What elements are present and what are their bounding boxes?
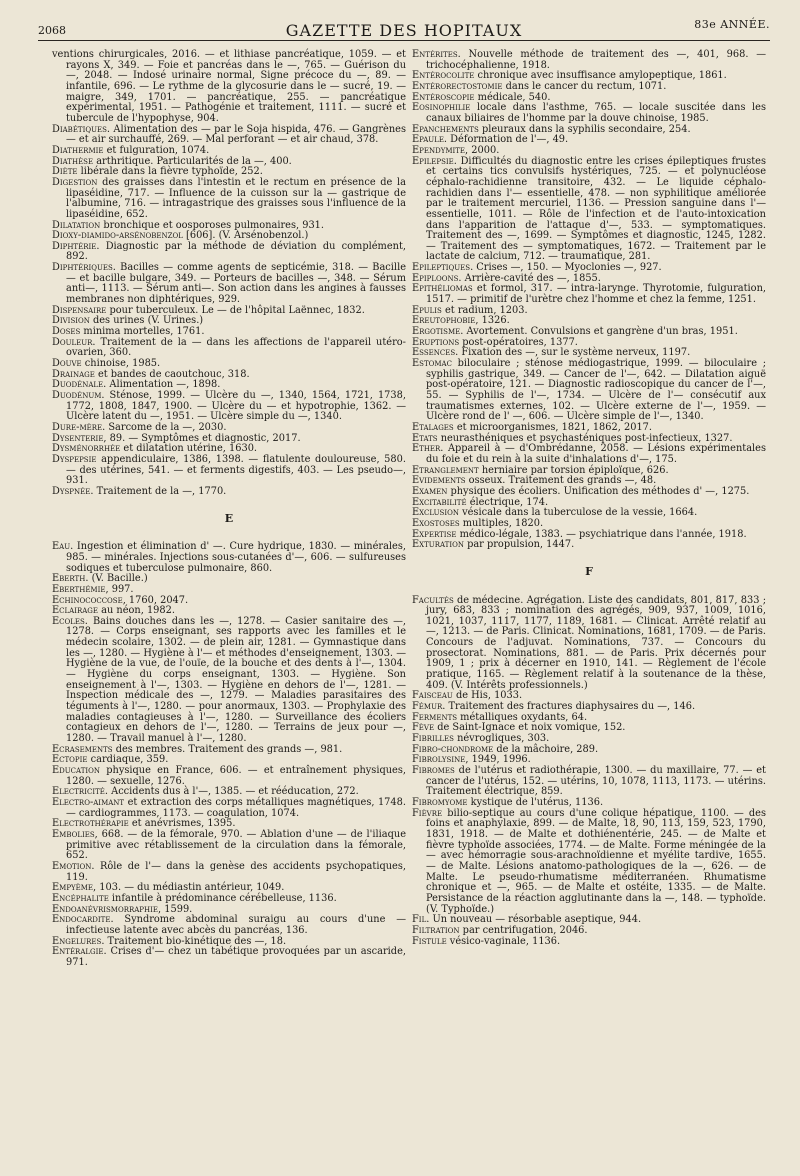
index-text: de l'utérus et radiothérapie, 1300. — du maxillaire, 77. — et cancer de l'utérus, 152. — utérins, 10, 1078, 1113, 1173. — utérins. Traitement électrique, 859. — [426, 765, 766, 798]
index-entry — [52, 830, 406, 862]
index-term: Ependymite, — [412, 144, 469, 156]
index-text: physique des écoliers. Unification des méthodes d' —, 1275. — [447, 485, 750, 497]
index-text: et bandes de caoutchouc, 318. — [94, 368, 250, 380]
index-text: vésicale dans la tuberculose de la vessie, 1664. — [458, 507, 698, 519]
index-term: Empyème, — [52, 882, 97, 894]
index-text: Traitement des fractures diaphysaires du —, 146. — [445, 701, 696, 713]
index-text: Syndrome abdominal suraigu au cours d'une — infectieuse latente avec abcès du pancréas, 136. — [66, 914, 406, 936]
index-entry — [52, 263, 406, 306]
index-term: Epilepsie. — [412, 155, 457, 167]
index-term: Doses — [52, 326, 81, 338]
index-term: Ether. — [412, 443, 444, 455]
index-text: Traitement de la —, 1770. — [93, 485, 227, 497]
index-text: de médecine. Agrégation. Liste des candidats, 801, 817, 833 ; jury, 683, 833 ; nomination des agrégés, 909, 937, 1009, 1016, 1021, 1037, 1117, 1177, 1189, 1681. — Clinicat. Arrêté relatif au —, 1213. — de Paris. Clinicat. Nominations, 1681, 1709. — de Paris. Concours de l'adjuvat. Nominations, 737. — Concours du prosectorat. Nominations, 881. — de Paris. Prix décernés pour 1909, 1 ; prix à décerner en 1910, 141. — Règlement de l'école pratique, 1165. — Règlement relatif à la soutenance de la thèse, 409. (V. Intérêts professionnels.) — [426, 594, 766, 691]
index-term: Dyspepsie — [52, 453, 97, 465]
index-entry — [412, 103, 766, 124]
index-text: appendiculaire, 1386, 1398. — flatulente douloureuse, 580. — des utérines, 541. — et ferments digestifs, 403. — Les pseudo—, 931. — [66, 453, 406, 487]
index-text: libérale dans la fièvre typhoïde, 252. — [77, 166, 263, 178]
index-term: Fémur. — [412, 701, 446, 713]
index-entry — [52, 487, 406, 498]
index-text: par centrifugation, 2046. — [459, 924, 588, 936]
page-number: 2068 — [38, 24, 66, 37]
index-list — [412, 50, 766, 551]
index-text: médico-légale, 1383. — psychiatrique dans l'année, 1918. — [456, 528, 747, 540]
index-text: osseux. Traitement des grands —, 48. — [465, 475, 657, 487]
index-text: 1599. — [161, 903, 193, 915]
index-text: physique en France, 606. — et entraînement physiques, 1280. — sexuelle, 1276. — [66, 765, 406, 787]
index-term: Fibrolysine, — [412, 754, 469, 766]
index-entry — [412, 809, 766, 916]
index-term: Entéroscopie — [412, 91, 475, 103]
index-text: bilio-septique au cours d'une colique hépatique, 1100. — des foins et anaphylaxie, 899. — de Malte, 18, 90, 113, 159, 523, 1790, 1831, 1918. — de Malte et dothiénentérie, 245. — de Malte et fièvre typhoïde associées, 1774. — de Malte. Forme méningée de la — avec hémorragie sous-arachnoïdienne et myélite tardive, 1655. — de Malte. Lésions anatomo-pathologiques de la —, 626. — de Malte. Le pseudo-rhumatisme méditerranéen. Rhumatisme chronique et —, 965. — de Malte et ostéite, 1335. — de Malte. Persistance de la réaction agglutinante dans la —, 148. — typhoïde. (V. Typhoïde.) — [426, 807, 766, 915]
index-text: des membres. Traitement des grands —, 981. — [112, 743, 343, 755]
index-term: Endoanévrismorraphie, — [52, 903, 162, 915]
index-text: Arrière-cavité des —, 1855. — [461, 272, 601, 284]
index-term: Epaule. — [412, 134, 448, 146]
index-term: Eberthémie, — [52, 583, 109, 595]
index-term: Ferments — [412, 711, 458, 723]
index-entry — [412, 766, 766, 798]
index-text: Sténose, 1999. — Ulcère du —, 1340, 1564, 1721, 1738, 1772, 1808, 1847, 1900. — Ulcère du — et hypotrophie, 1362. — Ulcère latent du —, 1951. — Ulcère simple du —, 1340. — [66, 390, 406, 423]
index-text: de la mâchoire, 289. — [493, 743, 599, 755]
index-text: 103. — du médiastin antérieur, 1049. — [96, 882, 285, 894]
index-text: des urines (V. Urines.) — [89, 315, 204, 327]
index-text: vésico-vaginale, 1136. — [446, 935, 561, 947]
index-text: Ingestion et élimination d' —. Cure hydrique, 1830. — minérales, 985. — minérales. Injections sous-cutanées d'—, 606. — sulfureuses sodiques et tuberculose pulmonaire, 860. — [66, 541, 406, 574]
index-text: pleuraux dans la syphilis secondaire, 254. — [478, 123, 691, 135]
index-entry — [52, 915, 406, 936]
index-text: Nouvelle méthode de traitement des —, 401, 968. — trichocéphalienne, 1918. — [426, 49, 766, 71]
index-text: Bains douches dans les —, 1278. — Casier sanitaire des —, 1278. — Corps enseignant, ses rapports avec les familles et le médecin scolaire, 1302. — de plein air, 1281. — Gymnastique dans les —, 1280. — Hygiène à l'— et méthodes d'enseignement, 1303. — Hygiène de la vue, de l'ouïe, de la bouche et des dents à l'—, 1304. — Hygiène du corps enseignant, 1303. — Hygiène. Son enseignement à l'—, 1303. — Hygiène en dehors de l'—, 1281. — Inspection médicale des —, 1279. — Maladies parasitaires des téguments à l'—, 1280. — pour anormaux, 1303. — Prophylaxie des maladies contagieuses à l'—, 1280. — Surveillance des écoliers contagieux en dehors de l'—, 1280. — Terrains de jeux pour —, 1280. — Travail manuel à l'—, 1280. — [66, 615, 406, 745]
index-text: Crises —, 150. — Myoclonies —, 927. — [473, 262, 662, 274]
index-text: neurasthéniques et psychasténiques post-infectieux, 1327. — [437, 432, 733, 444]
index-text: locale dans l'asthme, 765. — locale suscitée dans les canaux biliaires de l'homme par la douve chinoise, 1985. — [426, 102, 766, 124]
index-term: Ecoles. — [52, 615, 88, 627]
index-term: Dyspnée. — [52, 485, 94, 497]
index-text: Traitement de la — dans les affections de l'appareil utéro-ovarien, 360. — [66, 336, 406, 359]
index-text: Avortement. Convulsions et gangrène d'un bras, 1951. — [463, 326, 738, 338]
index-term: Fibromyome — [412, 796, 468, 808]
index-text: au néon, 1982. — [98, 605, 175, 617]
index-text: 2000. — [468, 144, 500, 156]
index-text: Fixation des —, sur le système nerveux, 1197. — [458, 347, 691, 359]
volume-year: 83e ANNÉE. — [694, 18, 770, 31]
index-text: minima mortelles, 1761. — [80, 326, 205, 338]
index-term: Douleur. — [52, 336, 96, 348]
index-term: Ectopie — [52, 754, 88, 766]
journal-title: GAZETTE DES HOPITAUX — [285, 21, 523, 40]
index-text: et formol, 317. — intra-larynge. Thyrotomie, fulguration, 1517. — primitif de l'urètre chez l'homme et chez la femme, 1251. — [426, 283, 766, 306]
index-entry — [412, 359, 766, 423]
index-text: kystique de l'utérus, 1136. — [467, 796, 604, 808]
index-term: Excitabilité — [412, 496, 467, 508]
index-term: Expertise — [412, 528, 457, 540]
index-term: Ereutophobie, — [412, 315, 479, 327]
index-text: Alimentation des — par le Soja hispida, 476. — Gangrènes — et air surchauffé, 269. — Mal perforant — et air chaud, 378. — [66, 123, 406, 146]
index-term: Essences. — [412, 347, 459, 359]
index-term: Electricité. — [52, 786, 108, 798]
index-text: de His, 1033. — [452, 690, 523, 702]
index-text: et radium, 1203. — [441, 304, 528, 316]
index-term: Dilatation — [52, 219, 101, 231]
index-term: Emotion. — [52, 860, 95, 872]
index-text: Diagnostic par la méthode de déviation du complément, 892. — [66, 240, 406, 263]
index-term: Fibromes — [412, 765, 455, 776]
index-term: Diabétiques. — [52, 123, 111, 135]
index-term: Drainage — [52, 368, 95, 380]
index-text: Un nouveau — résorbable aseptique, 944. — [429, 914, 642, 926]
index-entry — [52, 178, 406, 221]
index-entry — [412, 284, 766, 305]
index-term: Exostoses — [412, 517, 460, 529]
index-text: de Saint-Ignace et noix vomique, 152. — [434, 722, 626, 734]
index-term: Dysenterie, — [52, 432, 107, 444]
index-text: chronique avec insuffisance amylopeptique, 1861. — [474, 70, 727, 82]
index-text: 1949, 1996. — [468, 754, 531, 766]
index-text: herniaire par torsion épiploïque, 626. — [478, 464, 669, 476]
index-text: et anévrismes, 1395. — [128, 818, 236, 830]
index-term: Fève — [412, 722, 435, 734]
index-text: et extraction des corps métalliques magnétiques, 1748. — cardiogrammes, 1173. — coagulation, 1074. — [66, 796, 406, 819]
index-term: Dure-mère. — [52, 421, 106, 433]
index-term: Ergotisme. — [412, 326, 464, 338]
index-text: Difficultés du diagnostic entre les crises épileptiques frustes et certains tics convulsifs hystériques, 725. — et polynucléose céphalo-rachidienne transitoire, 432. — Le liquide céphalo-rachidien dans l'— essentielle, 478. — non syphilitique améliorée par le traitement mercuriel, 1136. — Pression sanguine dans l'— essentielle, 1011. — Rôle de l'infection et de l'auto-intoxication dans l'apparition de l'attaque d'—, 533. — symptomatiques. Traitement des —, 1699. — Symptômes et diagnostic, 1245, 1282. — Traitement des — symptomatiques, 1672. — Traitement par le lactate de calcium, 712. — traumatique, 281. — [426, 155, 766, 263]
index-term: Exclusion — [412, 507, 459, 519]
index-text: Alimentation —, 1898. — [106, 379, 221, 391]
index-term: Facultés — [412, 594, 454, 606]
index-term: Eclairage — [52, 605, 99, 617]
index-text: cardiaque, 359. — [87, 754, 169, 766]
index-text: par propulsion, 1447. — [463, 539, 575, 551]
index-term: Diphtériques. — [52, 262, 116, 274]
index-entry — [52, 242, 406, 263]
index-term: Fistule — [412, 935, 447, 947]
index-text: ventions chirurgicales, 2016. — et lithiase pancréatique, 1059. — et rayons X, 349. — Foie et pancréas dans le —, 765. — Guérison du —, 2048. — Indosé urinaire normal, Signe précoce du —, 89. — infantile, 696. — Le rythme de la glycosurie dans le — sucré, 19. — maigre, 349, 1701. — pancréatique, 255. — pancréatique expérimental, 1951. — Pathogénie et traitement, 1111. — sucré et tubercule de l'hypophyse, 904. — [52, 49, 406, 124]
index-entry — [52, 947, 406, 968]
index-text: arthritique. Particularités de la —, 400. — [93, 155, 292, 167]
index-term: Diphtérie. — [52, 240, 100, 252]
index-term: Fil. — [412, 914, 430, 926]
index-entry — [52, 391, 406, 423]
index-term: Diathèse — [52, 155, 94, 167]
index-term: Filtration — [412, 924, 460, 936]
index-term: Echinococcose, — [52, 594, 126, 606]
index-text: (V. Bacille.) — [88, 573, 148, 585]
index-text: [606]. (V. Arsénobenzol.) — [182, 230, 309, 242]
index-term: Eosinophilie — [412, 102, 471, 114]
index-text: 89. — Symptômes et diagnostic, 2017. — [106, 432, 301, 444]
index-list — [412, 596, 766, 948]
section-letter-e: E — [224, 511, 234, 525]
index-text: post-opératoires, 1377. — [459, 336, 578, 348]
index-term: Etranglement — [412, 464, 479, 476]
index-term: Dysménorrhée — [52, 443, 121, 455]
index-text: Crises d'— chez un tabétique provoquées par un ascaride, 971. — [66, 946, 406, 968]
index-entry — [412, 50, 766, 71]
index-text: et dilatation utérine, 1630. — [120, 443, 258, 455]
index-text: Rôle de l'— dans la genèse des accidents psychopatiques, 119. — [66, 860, 406, 883]
index-term: Fibro-chondrome — [412, 743, 494, 755]
index-text: 1760, 2047. — [125, 594, 189, 606]
index-term: Eberth. — [52, 573, 89, 585]
right-column — [412, 50, 766, 947]
index-list — [52, 50, 406, 498]
index-term: Fièvre — [412, 807, 443, 819]
index-text: 1326. — [478, 315, 510, 327]
index-text: bronchique et oosporoses pulmonaires, 931. — [100, 219, 325, 231]
index-term: Entérorectostomie — [412, 80, 503, 92]
index-term: Division — [52, 315, 90, 327]
index-text: métalliques oxydants, 64. — [457, 711, 588, 723]
index-text: biloculaire ; sténose médiogastrique, 1999. — biloculaire ; syphilis gastrique, 349. — Cancer de l'—, 642. — Dilatation aiguë post-opératoire, 121. — Diagnostic radioscopique du cancer de l'—, 55. — Syphilis de l'—, 1734. — Ulcère de l'— consécutif aux traumatismes externes, 102. — Ulcère externe de l'—, 1959. — Ulcère rond de l' —, 606. — Ulcère simple de l'—, 1340. — [426, 358, 766, 423]
index-text: multiples, 1820. — [459, 517, 544, 529]
index-entry — [52, 617, 406, 745]
index-entry — [52, 50, 406, 125]
index-term: Electro-aimant — [52, 796, 125, 808]
index-term: Duodénale. — [52, 379, 107, 391]
index-text: 668. — de la fémorale, 970. — Ablation d'une — de l'iliaque primitive avec rétablissement de la circulation dans la fémorale, 652. — [66, 828, 406, 862]
index-term: Digestion — [52, 176, 98, 188]
index-term: Endocardite. — [52, 914, 114, 926]
index-entry — [412, 540, 766, 551]
index-text: médicale, 540. — [474, 91, 551, 103]
index-term: Entéralgie. — [52, 946, 107, 958]
index-entry — [52, 766, 406, 787]
index-term: Evidements — [412, 475, 466, 487]
index-text: des graisses dans l'intestin et le rectum en présence de la lipaséidine, 717. — Influence de la cuisson sur la — gastrique de l'albumine, 716. — intragastrique des graisses sous l'influence de la lipaséidine, 652. — [66, 176, 406, 220]
index-term: Epulis — [412, 304, 442, 316]
index-entry — [52, 125, 406, 146]
index-term: Epanchements — [412, 123, 479, 135]
left-column — [52, 50, 406, 968]
index-term: Ecrasements — [52, 743, 113, 755]
index-entry — [52, 338, 406, 359]
index-term: Epiploons. — [412, 272, 462, 284]
index-text: infantile à prédominance cérébelleuse, 1136. — [108, 892, 337, 904]
section-letter-f: F — [585, 564, 593, 578]
index-term: Engelures. — [52, 935, 105, 947]
page-header — [38, 10, 770, 41]
index-term: Etats — [412, 432, 438, 444]
index-entry — [52, 798, 406, 819]
index-text: Déformation de l'—, 49. — [447, 134, 569, 146]
index-entry — [412, 937, 766, 948]
index-term: Embolies, — [52, 828, 98, 840]
index-term: Entérites. — [412, 49, 461, 60]
index-text: pour tuberculeux. Le — de l'hôpital Laënnec, 1832. — [106, 304, 365, 316]
index-text: 997. — [108, 583, 134, 595]
index-term: Dioxy-diamido-arsénobenzol — [52, 230, 183, 242]
index-text: chinoise, 1985. — [81, 358, 161, 370]
index-term: Faisceau — [412, 690, 453, 702]
index-text: Accidents dus à l'—, 1385. — et rééducation, 272. — [108, 786, 359, 798]
index-term: Duodénum. — [52, 390, 105, 401]
index-entry — [52, 455, 406, 487]
index-term: Epileptiques. — [412, 262, 474, 274]
index-term: Exturation — [412, 539, 464, 551]
index-entry — [412, 596, 766, 692]
index-term: Douve — [52, 358, 82, 370]
index-text: dans le cancer du rectum, 1071. — [502, 80, 667, 92]
index-text: Appareil à — d'Ombrédanne, 2058. — Lésions expérimentales du foie et du rein à la suite d'inhalations d'—, 175. — [426, 443, 766, 465]
index-text: Traitement bio-kinétique des —, 18. — [104, 935, 287, 947]
index-term: Estomac — [412, 358, 452, 370]
index-entry — [52, 862, 406, 883]
index-term: Entérocolite — [412, 70, 475, 82]
index-term: Encéphalite — [52, 892, 109, 904]
index-entry — [52, 542, 406, 574]
index-term: Eruptions — [412, 336, 460, 348]
index-term: Eau. — [52, 541, 74, 553]
index-entry — [412, 444, 766, 465]
index-term: Diathermie — [52, 144, 104, 156]
index-list — [52, 542, 406, 968]
index-term: Education — [52, 765, 100, 776]
index-entry — [412, 157, 766, 264]
index-text: et microorganismes, 1821, 1862, 2017. — [453, 421, 653, 433]
index-text: et fulguration, 1074. — [103, 144, 210, 156]
index-term: Examen — [412, 485, 448, 497]
index-text: Bacilles — comme agents de septicémie, 318. — Bacille — et bacille bulgare, 349. — Porteurs de bacilles —, 348. — Sérum anti—, 1113. — Sérum anti—. Son action dans les angines à fausses membranes non diphtériques, 929. — [66, 262, 406, 306]
index-text: névrogliques, 303. — [453, 733, 550, 745]
index-term: Electrothérapie — [52, 818, 129, 830]
index-text: Sarcome de la —, 2030. — [105, 421, 227, 433]
index-text: électrique, 174. — [466, 496, 549, 508]
index-term: Epithéliomas — [412, 283, 473, 295]
index-term: Fibrilles — [412, 733, 454, 745]
index-term: Dispensaire — [52, 304, 107, 316]
index-term: Etalages — [412, 421, 454, 433]
index-term: Diète — [52, 166, 78, 178]
